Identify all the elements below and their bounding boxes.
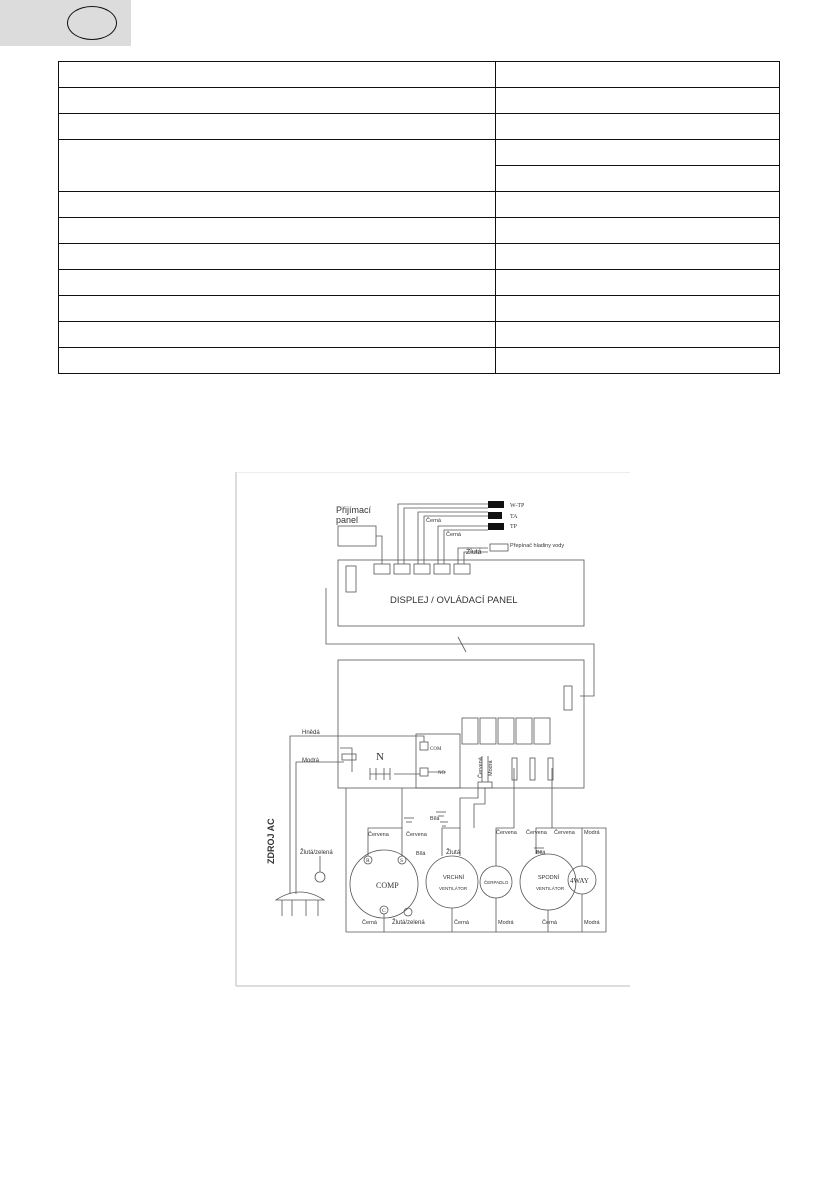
- wire-label: Červená: [478, 757, 484, 778]
- main-board-box: [338, 660, 584, 788]
- table-row: [59, 296, 780, 322]
- pump-label: ČERPADLO: [484, 880, 509, 885]
- wire-label: Modrá: [584, 920, 600, 926]
- relay-no-label: NO: [438, 771, 446, 776]
- table-row: [59, 322, 780, 348]
- wire-label: Černá: [446, 532, 461, 538]
- sensor-ta-label: TA: [510, 514, 518, 520]
- wire-label: Modrá: [498, 920, 514, 926]
- relay-com-label: COM: [430, 747, 442, 752]
- wiring-diagram: [234, 472, 634, 997]
- water-switch-label: Přepínač hladiny vody: [510, 543, 565, 549]
- wire-label: Černá: [542, 920, 557, 926]
- spec-table: [58, 61, 780, 374]
- power-source-label: ZDROJ AC: [266, 818, 276, 864]
- wire-label: Modrá: [302, 758, 320, 764]
- language-tab: [0, 0, 131, 46]
- four-way-valve-label: 4WAY: [570, 877, 589, 885]
- lower-fan-label: VENTILÁTOR: [536, 886, 565, 891]
- table-row: [59, 244, 780, 270]
- table-row: [59, 62, 780, 88]
- upper-fan-label: VRCHNÍ: [443, 875, 465, 881]
- lower-fan-circle: [520, 854, 576, 910]
- wire-label: Černá: [454, 920, 469, 926]
- wire-label: Černá: [426, 518, 441, 524]
- wire-label: Červena: [496, 830, 517, 836]
- wiring-diagram-svg: [234, 472, 634, 992]
- table-row: [59, 88, 780, 114]
- wire-label: Modrá: [584, 830, 600, 836]
- receiver-panel-label: Přijímací: [336, 505, 372, 515]
- table-row: [59, 140, 780, 166]
- upper-fan-circle: [426, 856, 478, 908]
- compressor-label: COMP: [376, 881, 399, 890]
- wire-label: Červena: [554, 830, 575, 836]
- wire-label: Černá: [362, 920, 377, 926]
- wire-label: Červena: [406, 832, 427, 838]
- wire-label: Žlutá: [466, 549, 482, 556]
- sensor-tp-label: TP: [510, 524, 518, 530]
- display-panel-box: [338, 560, 584, 626]
- receiver-panel-label: panel: [336, 515, 359, 525]
- wire-label: Modrá: [488, 760, 494, 776]
- compressor-terminal-label: C: [382, 908, 386, 914]
- wire-label: Červena: [368, 832, 389, 838]
- receiver-panel-box: [338, 526, 376, 546]
- table-row: [59, 192, 780, 218]
- sensor-wtp-label: W-TP: [510, 503, 525, 509]
- table-row: [59, 270, 780, 296]
- table-row: [59, 114, 780, 140]
- compressor-terminal-label: S: [400, 858, 404, 864]
- language-badge: [67, 6, 117, 40]
- wire-label: Žlutá/zelená: [392, 920, 425, 926]
- wire-label: Červena: [526, 830, 547, 836]
- table-row: [59, 218, 780, 244]
- lower-fan-label: SPODNÍ: [538, 875, 560, 881]
- relay-n-label: N: [376, 751, 384, 763]
- wire-label: Žlutá/zelená: [300, 850, 333, 856]
- compressor-terminal-label: R: [366, 858, 370, 864]
- wire-label: Bílá: [536, 850, 546, 856]
- wire-label: Hnědá: [302, 730, 320, 736]
- wire-label: Žlutá: [446, 849, 461, 856]
- upper-fan-label: VENTILÁTOR: [439, 886, 468, 891]
- table-row: [59, 348, 780, 374]
- wire-label: Bílá: [430, 816, 440, 822]
- display-panel-label: DISPLEJ / OVLÁDACÍ PANEL: [390, 595, 518, 606]
- wire-label: Bílá: [416, 851, 426, 857]
